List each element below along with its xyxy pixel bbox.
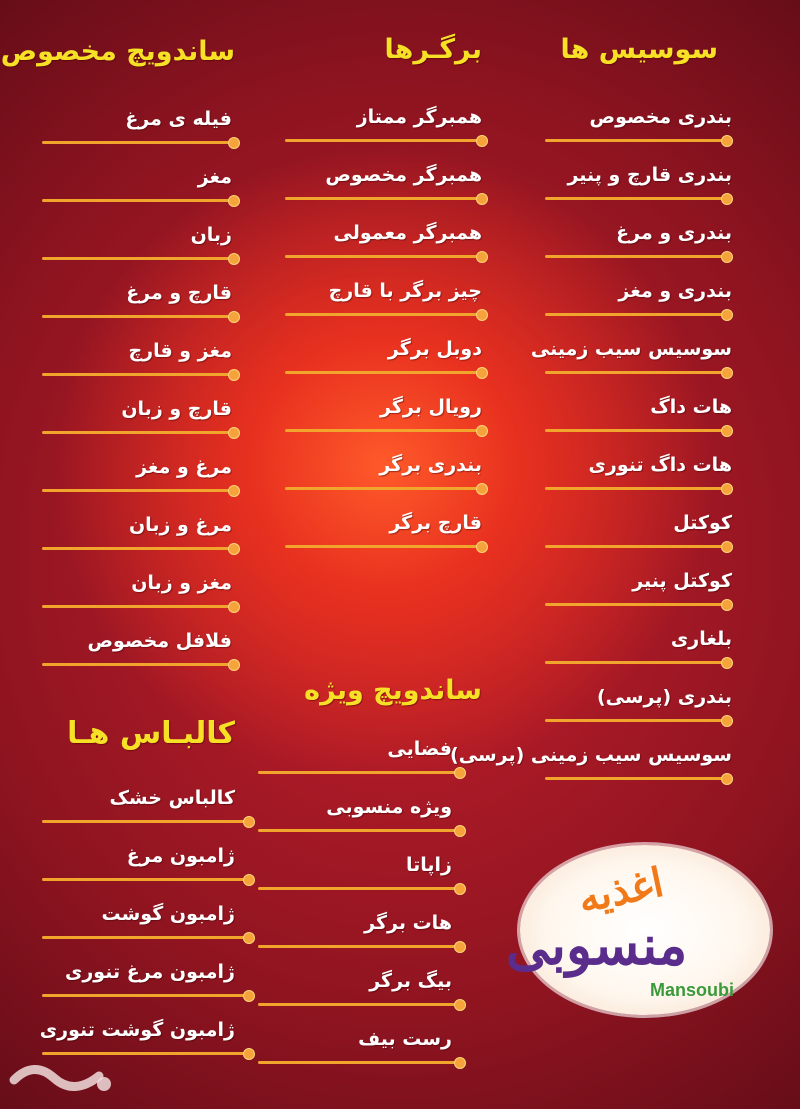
menu-item-bullet-icon bbox=[454, 999, 466, 1011]
menu-item: قارچ و مرغ bbox=[126, 282, 232, 304]
menu-item: مغز bbox=[197, 166, 232, 188]
menu-item: همبرگر مخصوص bbox=[325, 164, 482, 186]
menu-item-rule bbox=[545, 139, 725, 142]
menu-item-rule bbox=[545, 429, 725, 432]
menu-item-bullet-icon bbox=[228, 543, 240, 555]
menu-item-bullet-icon bbox=[228, 195, 240, 207]
sausages-title: سوسیس ها bbox=[560, 34, 718, 65]
menu-item: کوکتل پنیر bbox=[632, 570, 732, 592]
menu-item-rule bbox=[258, 887, 458, 890]
menu-item-rule bbox=[545, 603, 725, 606]
menu-item: ژامبون مرغ bbox=[126, 845, 235, 867]
menu-item-bullet-icon bbox=[454, 941, 466, 953]
menu-item-rule bbox=[285, 545, 480, 548]
menu-item: قارچ برگر bbox=[389, 512, 482, 534]
menu-item: هات برگر bbox=[364, 912, 452, 934]
menu-item-rule bbox=[42, 605, 232, 608]
menu-item: مغز و قارچ bbox=[128, 340, 232, 362]
menu-item-rule bbox=[42, 994, 247, 997]
menu-item-bullet-icon bbox=[721, 657, 733, 669]
menu-item: سوسیس سیب زمینی bbox=[530, 338, 732, 360]
menu-item-bullet-icon bbox=[721, 599, 733, 611]
brand-logo bbox=[498, 845, 773, 1015]
menu-item-rule bbox=[545, 777, 725, 780]
menu-item-bullet-icon bbox=[228, 659, 240, 671]
menu-item-bullet-icon bbox=[476, 193, 488, 205]
menu-item: بلغاری bbox=[670, 628, 732, 650]
menu-item-rule bbox=[545, 545, 725, 548]
menu-item: بندری و مرغ bbox=[616, 222, 732, 244]
menu-item: ژامبون گوشت تنوری bbox=[39, 1019, 235, 1041]
menu-item-rule bbox=[258, 1061, 458, 1064]
menu-item-rule bbox=[42, 431, 232, 434]
menu-item: بندری (پرسی) bbox=[596, 686, 732, 708]
menu-item-rule bbox=[42, 199, 232, 202]
menu-item: همبرگر معمولی bbox=[333, 222, 482, 244]
menu-item-bullet-icon bbox=[476, 541, 488, 553]
menu-item-rule bbox=[42, 257, 232, 260]
menu-item-bullet-icon bbox=[228, 311, 240, 323]
menu-item: هات داگ bbox=[650, 396, 732, 418]
menu-item-rule bbox=[545, 371, 725, 374]
menu-item-bullet-icon bbox=[454, 1057, 466, 1069]
menu-item-bullet-icon bbox=[476, 483, 488, 495]
menu-item-bullet-icon bbox=[243, 816, 255, 828]
menu-item-rule bbox=[258, 945, 458, 948]
menu-item-bullet-icon bbox=[721, 483, 733, 495]
menu-item-rule bbox=[285, 255, 480, 258]
menu-item-rule bbox=[42, 936, 247, 939]
menu-item-bullet-icon bbox=[454, 825, 466, 837]
menu-item-bullet-icon bbox=[243, 932, 255, 944]
menu-item: مرغ و مغز bbox=[136, 456, 232, 478]
watermark-icon bbox=[4, 1050, 119, 1098]
menu-item-bullet-icon bbox=[228, 369, 240, 381]
menu-item-rule bbox=[42, 489, 232, 492]
menu-item-rule bbox=[258, 829, 458, 832]
menu-item-bullet-icon bbox=[228, 427, 240, 439]
menu-item-bullet-icon bbox=[476, 425, 488, 437]
menu-item-bullet-icon bbox=[721, 425, 733, 437]
menu-item-bullet-icon bbox=[228, 253, 240, 265]
menu-item-rule bbox=[545, 313, 725, 316]
menu-item-rule bbox=[285, 313, 480, 316]
menu-item-rule bbox=[258, 1003, 458, 1006]
menu-item-rule bbox=[545, 487, 725, 490]
menu-item: ویژه منسوبی bbox=[326, 796, 452, 818]
menu-item: فلافل مخصوص bbox=[87, 630, 232, 652]
menu-item-bullet-icon bbox=[476, 309, 488, 321]
menu-item: بندری برگر bbox=[379, 454, 482, 476]
menu-item-bullet-icon bbox=[476, 251, 488, 263]
menu-item-bullet-icon bbox=[721, 367, 733, 379]
menu-item-rule bbox=[285, 139, 480, 142]
menu-item-rule bbox=[258, 771, 458, 774]
menu-item: همبرگر ممتاز bbox=[356, 106, 482, 128]
menu-item: بندری قارچ و پنیر bbox=[567, 164, 732, 186]
menu-item-bullet-icon bbox=[721, 309, 733, 321]
logo-script-main: منسوبی bbox=[506, 913, 688, 977]
menu-item: رست بیف bbox=[358, 1028, 452, 1050]
burgers-title: برگـرها bbox=[384, 34, 482, 65]
menu-item-bullet-icon bbox=[721, 193, 733, 205]
menu-item: ژامبون مرغ تنوری bbox=[64, 961, 235, 983]
menu-item-bullet-icon bbox=[721, 541, 733, 553]
menu-item-rule bbox=[42, 315, 232, 318]
logo-script-top: اغذیه bbox=[574, 858, 668, 923]
menu-item: بندری مخصوص bbox=[589, 106, 732, 128]
menu-item-bullet-icon bbox=[243, 874, 255, 886]
unique-sandwich-title: ساندویچ ویژه bbox=[304, 675, 482, 706]
logo-latin: Mansoubi bbox=[650, 980, 734, 1000]
menu-item: هات داگ تنوری bbox=[588, 454, 732, 476]
menu-item: رویال برگر bbox=[380, 396, 482, 418]
menu-item-rule bbox=[42, 373, 232, 376]
menu-item: بیگ برگر bbox=[369, 970, 452, 992]
menu-item: زبان bbox=[190, 224, 232, 246]
menu-item-bullet-icon bbox=[721, 773, 733, 785]
menu-item: بندری و مغز bbox=[618, 280, 732, 302]
menu-item-rule bbox=[42, 141, 232, 144]
menu-item: فیله ی مرغ bbox=[125, 108, 232, 130]
menu-item-rule bbox=[42, 547, 232, 550]
menu-item-bullet-icon bbox=[721, 251, 733, 263]
menu-item: چیز برگر با قارچ bbox=[328, 280, 482, 302]
menu-item-bullet-icon bbox=[476, 135, 488, 147]
menu-item-rule bbox=[42, 878, 247, 881]
menu-item-bullet-icon bbox=[454, 767, 466, 779]
menu-item-bullet-icon bbox=[228, 601, 240, 613]
menu-item-rule bbox=[545, 661, 725, 664]
menu-item-bullet-icon bbox=[228, 137, 240, 149]
menu-item-bullet-icon bbox=[721, 715, 733, 727]
cold-cuts-title: کالبـاس هـا bbox=[67, 716, 235, 751]
menu-item-rule bbox=[545, 197, 725, 200]
menu-item-rule bbox=[545, 255, 725, 258]
menu-item-rule bbox=[285, 487, 480, 490]
menu-item-rule bbox=[545, 719, 725, 722]
menu-item: قارچ و زبان bbox=[121, 398, 232, 420]
menu-item: ژامبون گوشت bbox=[101, 903, 235, 925]
menu-item: کوکتل bbox=[673, 512, 732, 534]
menu-item-bullet-icon bbox=[228, 485, 240, 497]
menu-item: دوبل برگر bbox=[387, 338, 482, 360]
menu-item-rule bbox=[42, 663, 232, 666]
menu-item-bullet-icon bbox=[476, 367, 488, 379]
menu-item-rule bbox=[42, 820, 247, 823]
menu-item-rule bbox=[285, 429, 480, 432]
menu-item-rule bbox=[285, 371, 480, 374]
menu-item-bullet-icon bbox=[243, 990, 255, 1002]
menu-item: مغز و زبان bbox=[131, 572, 232, 594]
menu-item-bullet-icon bbox=[454, 883, 466, 895]
menu-item-bullet-icon bbox=[721, 135, 733, 147]
special-sandwich-title: ساندویچ مخصوص bbox=[0, 36, 235, 67]
menu-item: سوسیس سیب زمینی (پرسی) bbox=[450, 744, 732, 766]
menu-item-bullet-icon bbox=[243, 1048, 255, 1060]
menu-item: کالباس خشک bbox=[109, 787, 235, 809]
menu-item: مرغ و زبان bbox=[128, 514, 232, 536]
menu-item-rule bbox=[285, 197, 480, 200]
menu-item: زاپاتا bbox=[406, 854, 452, 876]
menu-item: فضایی bbox=[387, 738, 452, 760]
